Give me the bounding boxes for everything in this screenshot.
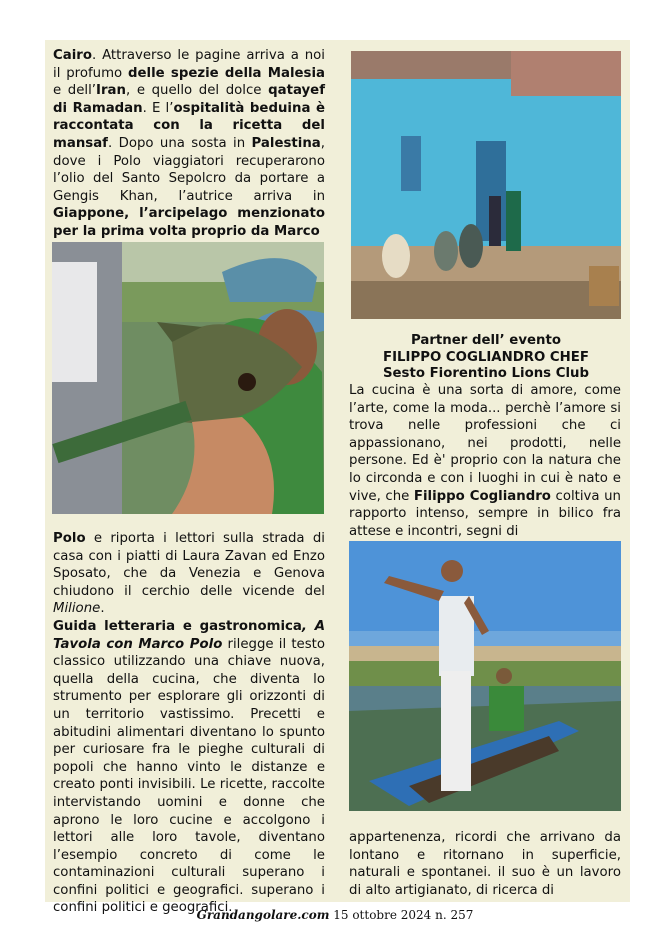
footer-site: Grandangolare.com: [196, 908, 330, 922]
paragraph: La cucina è una sorta di amore, come l’arte, come la moda... perchè l’amore si trova nelle professioni che ci appassionano, nei prodotti, nelle persone. Ed è' proprio con la natura che lo circonda e con i luoghi in cui è nato e vive, che Filippo Cogliandro coltiva un rapporto intenso, sempre in bilico fra attese e incontri, segni di: [349, 383, 621, 539]
emphasis-text: Polo: [53, 531, 86, 546]
village-photo: [351, 51, 621, 319]
emphasis-text: Cairo: [53, 48, 92, 63]
emphasis-text: Guida letteraria e gastronomica: [53, 618, 302, 634]
page-footer: [0, 908, 670, 922]
emphasis-text: delle spezie della Malesia: [128, 65, 325, 81]
emphasis-text: Iran: [96, 83, 126, 99]
emphasis-text: Milione: [53, 601, 101, 617]
col2-mid-text: [349, 382, 621, 540]
emphasis-text: qatayef di Ramadan: [53, 83, 325, 116]
col2-bottom-text: [349, 829, 621, 899]
col1-bottom-text: [53, 530, 325, 917]
partner-line3: Sesto Fiorentino Lions Club: [382, 366, 590, 381]
paragraph: Cairo. Attraverso le pagine arriva a noi il profumo delle spezie della Malesia e dell’Iran, e quello del dolce qatayef di Ramadan. E l’ospitalità beduina è raccontata con la ricetta del mansaf. Dopo una sosta in Palestina, dove i Polo viaggiatori recuperarono l’olio del Santo Sepolcro da portare a Gengis Khan, l’autrice arriva in Giappone, l’arcipelago menzionato per la prima volta proprio da Marco: [53, 48, 325, 239]
footer-issue: 15 ottobre 2024 n. 257: [329, 908, 474, 922]
emphasis-text: Giappone, l’arcipelago menzionato per la prima volta proprio da Marco: [53, 206, 325, 239]
partner-heading: [350, 333, 622, 383]
emphasis-text: Palestina: [251, 135, 321, 151]
partner-line2: FILIPPO COGLIANDRO CHEF: [383, 349, 589, 365]
partner-line1: Partner dell’ evento: [411, 333, 561, 348]
emphasis-text: , A Tavola con Marco Polo: [53, 618, 325, 652]
col1-top-text: [53, 47, 325, 241]
paragraph: Polo e riporta i lettori sulla strada di casa con i piatti di Laura Zavan ed Enzo Sposato, che da Venezia e Genova chiudono il cerchio delle vicende del Milione. Guida letteraria e gastronomica, A Tavola con Marco Polo rilegge il testo classico utilizzando una chiave nuova, quella della cucina, che diventa lo strumento per esplorare gli orizzonti di un territorio vastissimo. Precetti e abitudini alimentari diventano lo spunto per curiosare fra le pieghe culturali di popoli che hanno vinto le distanze e creato ponti invisibili. Le ricette, raccolte intervistando uomini e donne che aprono le loro cucine e accolgono i lettori alle loro tavole, diventano l’esempio concreto di come le contaminazioni culturali superano i confini politici e geografici. superano i confini politici e geografici.: [53, 531, 325, 916]
fish-photo: [52, 242, 324, 514]
boat-photo: [349, 541, 621, 811]
emphasis-text: Filippo Cogliandro: [413, 488, 551, 504]
emphasis-text: ospitalità beduina è raccontata con la ricetta del mansaf: [53, 100, 325, 151]
paragraph: appartenenza, ricordi che arrivano da lontano e ritornano in superficie, naturali e spontanei. il suo è un lavoro di alto artigianato, di ricerca di: [349, 830, 621, 898]
